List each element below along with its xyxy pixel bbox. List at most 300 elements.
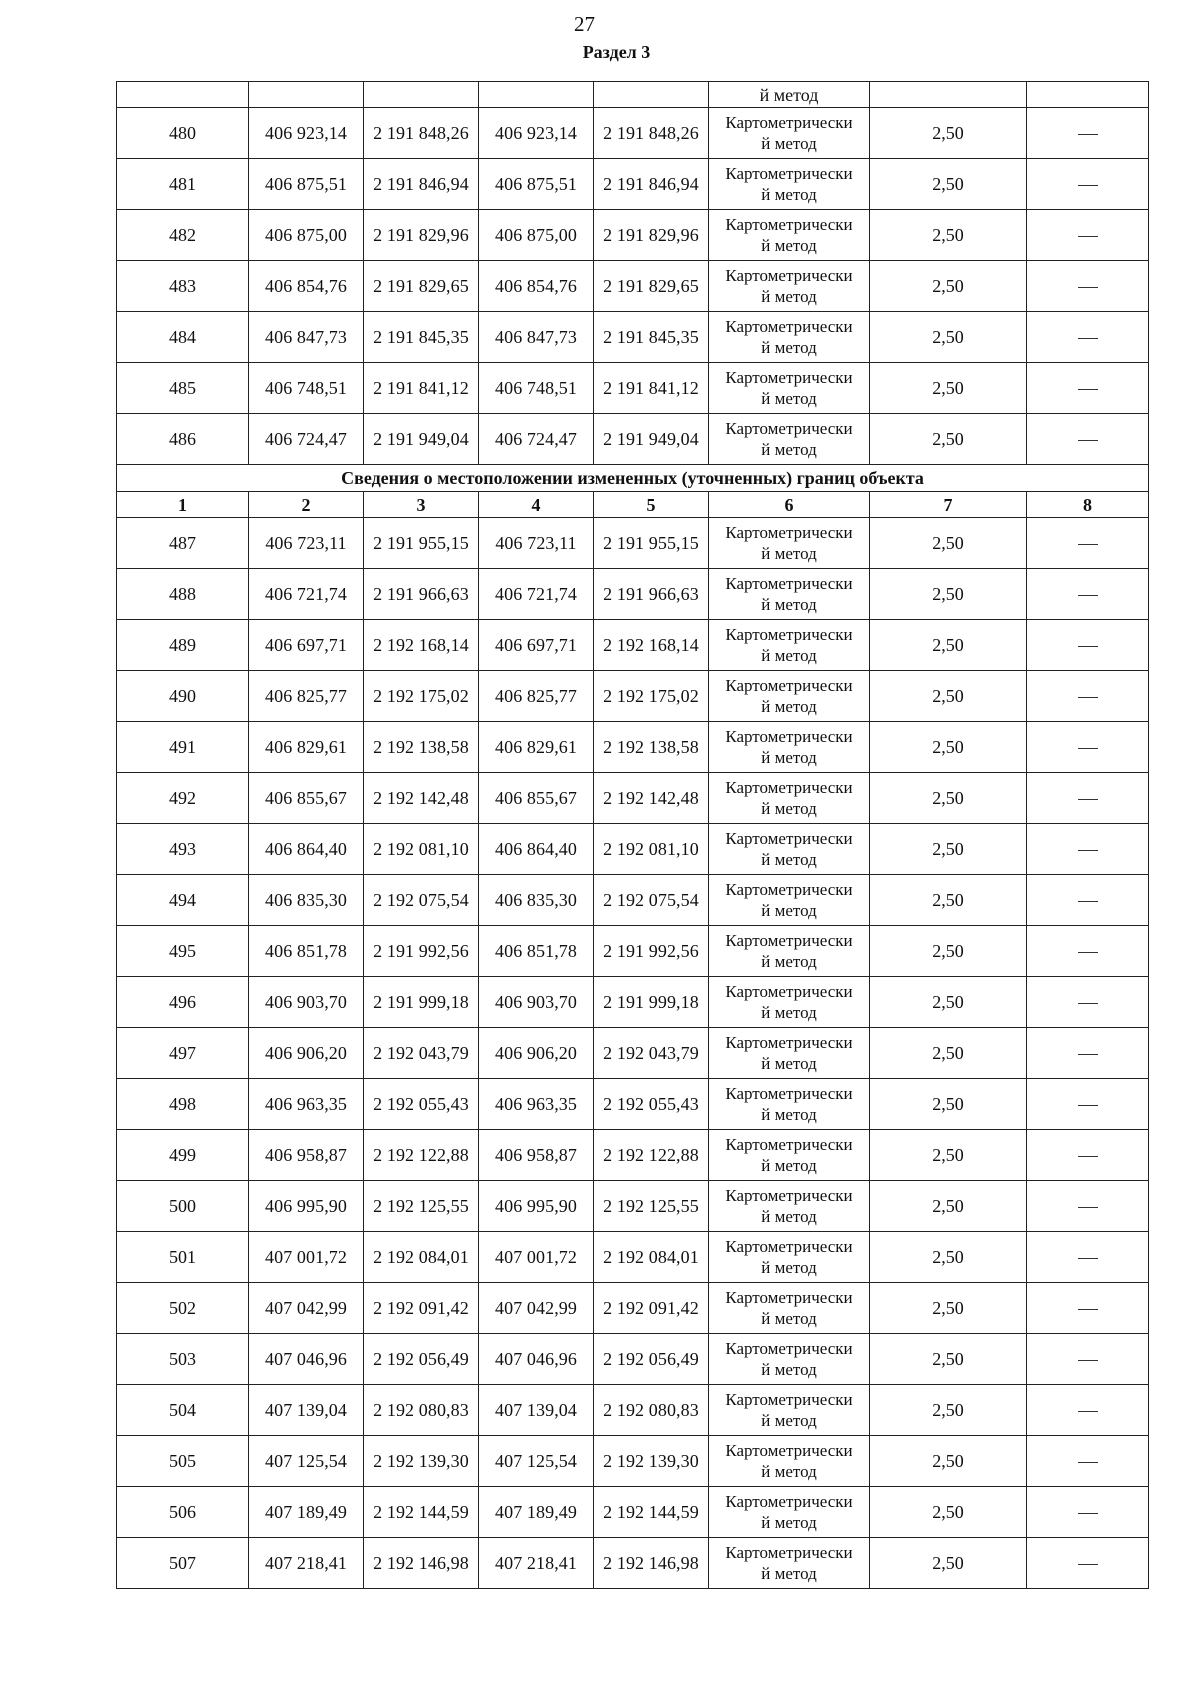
- table-row: [117, 1232, 1149, 1283]
- accuracy-cell: 2,50: [870, 159, 1027, 210]
- accuracy-cell: 2,50: [870, 210, 1027, 261]
- point-id-cell: 488: [117, 569, 249, 620]
- empty-value-cell: [1027, 1130, 1149, 1181]
- y-refined-cell: 2 192 144,59: [594, 1487, 709, 1538]
- accuracy-cell: 2,50: [870, 363, 1027, 414]
- point-id-cell: 497: [117, 1028, 249, 1079]
- y-existing-cell: 2 192 138,58: [364, 722, 479, 773]
- empty-value-cell: [1027, 108, 1149, 159]
- empty-value-cell: [1027, 1079, 1149, 1130]
- method-cell: [709, 261, 870, 312]
- method-cell: [709, 926, 870, 977]
- x-existing-cell: 407 218,41: [249, 1538, 364, 1589]
- y-existing-cell: 2 191 966,63: [364, 569, 479, 620]
- accuracy-cell: 2,50: [870, 1181, 1027, 1232]
- method-line-2: й метод: [761, 1003, 817, 1022]
- x-existing-cell: 406 748,51: [249, 363, 364, 414]
- method-cell: [709, 1028, 870, 1079]
- dash-mark: [1078, 1258, 1098, 1259]
- y-existing-cell: 2 191 841,12: [364, 363, 479, 414]
- y-refined-cell: 2 191 955,15: [594, 518, 709, 569]
- dash-mark: [1078, 1411, 1098, 1412]
- method-line-2: й метод: [761, 799, 817, 818]
- x-existing-cell: 407 189,49: [249, 1487, 364, 1538]
- y-refined-cell: 2 192 084,01: [594, 1232, 709, 1283]
- method-cell: [709, 1130, 870, 1181]
- column-number: 2: [249, 492, 364, 518]
- y-refined-cell: 2 191 966,63: [594, 569, 709, 620]
- x-existing-cell: 406 825,77: [249, 671, 364, 722]
- subsection-title: Сведения о местоположении измененных (уточненных) границ объекта: [117, 465, 1149, 492]
- y-existing-cell: 2 192 144,59: [364, 1487, 479, 1538]
- method-line-1: Картометрически: [725, 727, 853, 746]
- dash-mark: [1078, 1003, 1098, 1004]
- point-id-cell: 494: [117, 875, 249, 926]
- method-cell: [709, 1487, 870, 1538]
- accuracy-cell: 2,50: [870, 620, 1027, 671]
- y-existing-cell: 2 192 080,83: [364, 1385, 479, 1436]
- method-cell: [709, 210, 870, 261]
- method-cell: [709, 722, 870, 773]
- column-number: 5: [594, 492, 709, 518]
- x-refined-cell: 407 189,49: [479, 1487, 594, 1538]
- dash-mark: [1078, 646, 1098, 647]
- x-refined-cell: 406 855,67: [479, 773, 594, 824]
- accuracy-cell: 2,50: [870, 414, 1027, 465]
- y-existing-cell: 2 192 091,42: [364, 1283, 479, 1334]
- method-line-2: й метод: [761, 748, 817, 767]
- dash-mark: [1078, 236, 1098, 237]
- column-number: 6: [709, 492, 870, 518]
- point-id-cell: 498: [117, 1079, 249, 1130]
- accuracy-cell: 2,50: [870, 926, 1027, 977]
- method-line-2: й метод: [761, 1258, 817, 1277]
- accuracy-cell: 2,50: [870, 977, 1027, 1028]
- y-refined-cell: 2 191 949,04: [594, 414, 709, 465]
- point-id-cell: 499: [117, 1130, 249, 1181]
- method-line-1: Картометрически: [725, 1492, 853, 1511]
- method-line-2: й метод: [761, 440, 817, 459]
- empty-value-cell: [1027, 261, 1149, 312]
- x-refined-cell: 407 001,72: [479, 1232, 594, 1283]
- method-line-2: й метод: [761, 1360, 817, 1379]
- y-existing-cell: 2 191 829,96: [364, 210, 479, 261]
- method-line-1: Картометрически: [725, 523, 853, 542]
- method-line-1: Картометрически: [725, 1441, 853, 1460]
- method-line-2: й метод: [761, 697, 817, 716]
- y-refined-cell: 2 192 081,10: [594, 824, 709, 875]
- y-refined-cell: 2 192 175,02: [594, 671, 709, 722]
- y-refined-cell: 2 191 829,96: [594, 210, 709, 261]
- table-row: [117, 312, 1149, 363]
- point-id-cell: 492: [117, 773, 249, 824]
- point-id-cell: 482: [117, 210, 249, 261]
- y-existing-cell: 2 192 142,48: [364, 773, 479, 824]
- dash-mark: [1078, 850, 1098, 851]
- point-id-cell: 484: [117, 312, 249, 363]
- method-line-1: Картометрически: [725, 368, 853, 387]
- empty-value-cell: [1027, 414, 1149, 465]
- column-number-row: [117, 492, 1149, 518]
- subsection-header-row: [117, 465, 1149, 492]
- table-row: [117, 1334, 1149, 1385]
- x-refined-cell: 407 125,54: [479, 1436, 594, 1487]
- y-refined-cell: 2 192 142,48: [594, 773, 709, 824]
- empty-value-cell: [1027, 1283, 1149, 1334]
- dash-mark: [1078, 748, 1098, 749]
- x-refined-cell: 406 721,74: [479, 569, 594, 620]
- x-existing-cell: 406 864,40: [249, 824, 364, 875]
- table-row: [117, 414, 1149, 465]
- dash-mark: [1078, 1156, 1098, 1157]
- table-body-subsection: [117, 465, 1149, 518]
- x-existing-cell: 406 875,00: [249, 210, 364, 261]
- y-refined-cell: 2 192 055,43: [594, 1079, 709, 1130]
- x-existing-cell: 407 046,96: [249, 1334, 364, 1385]
- empty-value-cell: [1027, 1028, 1149, 1079]
- method-line-1: Картометрически: [725, 266, 853, 285]
- y-refined-cell: 2 191 848,26: [594, 108, 709, 159]
- accuracy-cell: 2,50: [870, 108, 1027, 159]
- point-id-cell: 489: [117, 620, 249, 671]
- method-cell: [709, 1385, 870, 1436]
- method-line-1: Картометрически: [725, 778, 853, 797]
- table-cell: [1027, 82, 1149, 108]
- dash-mark: [1078, 1564, 1098, 1565]
- method-cell: [709, 671, 870, 722]
- method-line-2: й метод: [761, 1462, 817, 1481]
- method-line-2: й метод: [761, 236, 817, 255]
- x-existing-cell: 406 923,14: [249, 108, 364, 159]
- method-line-1: Картометрически: [725, 1135, 853, 1154]
- y-existing-cell: 2 191 845,35: [364, 312, 479, 363]
- method-cell: [709, 1232, 870, 1283]
- x-existing-cell: 407 139,04: [249, 1385, 364, 1436]
- method-line-1: Картометрически: [725, 1543, 853, 1562]
- empty-value-cell: [1027, 569, 1149, 620]
- method-cell: [709, 1334, 870, 1385]
- x-refined-cell: 406 748,51: [479, 363, 594, 414]
- y-refined-cell: 2 192 139,30: [594, 1436, 709, 1487]
- y-refined-cell: 2 192 168,14: [594, 620, 709, 671]
- empty-value-cell: [1027, 312, 1149, 363]
- y-refined-cell: 2 191 999,18: [594, 977, 709, 1028]
- table-row: [117, 977, 1149, 1028]
- dash-mark: [1078, 1462, 1098, 1463]
- table-row: [117, 671, 1149, 722]
- point-id-cell: 487: [117, 518, 249, 569]
- method-line-1: Картометрически: [725, 574, 853, 593]
- accuracy-cell: 2,50: [870, 1283, 1027, 1334]
- x-refined-cell: 406 875,00: [479, 210, 594, 261]
- method-line-2: й метод: [761, 338, 817, 357]
- accuracy-cell: 2,50: [870, 569, 1027, 620]
- point-id-cell: 490: [117, 671, 249, 722]
- method-cell: [709, 977, 870, 1028]
- method-cell: [709, 773, 870, 824]
- table-row: [117, 363, 1149, 414]
- point-id-cell: 502: [117, 1283, 249, 1334]
- table-row: [117, 1487, 1149, 1538]
- table-row: [117, 518, 1149, 569]
- y-refined-cell: 2 191 845,35: [594, 312, 709, 363]
- method-line-1: Картометрически: [725, 317, 853, 336]
- dash-mark: [1078, 389, 1098, 390]
- x-existing-cell: 406 724,47: [249, 414, 364, 465]
- method-line-1: Картометрически: [725, 215, 853, 234]
- column-number: 7: [870, 492, 1027, 518]
- table-cell: [364, 82, 479, 108]
- x-existing-cell: 406 847,73: [249, 312, 364, 363]
- y-existing-cell: 2 192 139,30: [364, 1436, 479, 1487]
- table-row: [117, 1079, 1149, 1130]
- column-number: 8: [1027, 492, 1149, 518]
- x-refined-cell: 406 903,70: [479, 977, 594, 1028]
- accuracy-cell: 2,50: [870, 1487, 1027, 1538]
- x-refined-cell: 406 723,11: [479, 518, 594, 569]
- method-line-1: Картометрически: [725, 1237, 853, 1256]
- table-cell: [479, 82, 594, 108]
- dash-mark: [1078, 1309, 1098, 1310]
- method-line-1: Картометрически: [725, 419, 853, 438]
- dash-mark: [1078, 1207, 1098, 1208]
- column-number: 4: [479, 492, 594, 518]
- empty-value-cell: [1027, 620, 1149, 671]
- table-row: [117, 620, 1149, 671]
- method-cell: [709, 1538, 870, 1589]
- method-line-2: й метод: [761, 1105, 817, 1124]
- point-id-cell: 500: [117, 1181, 249, 1232]
- x-existing-cell: 406 963,35: [249, 1079, 364, 1130]
- accuracy-cell: 2,50: [870, 875, 1027, 926]
- method-cell: [709, 1181, 870, 1232]
- x-existing-cell: 406 995,90: [249, 1181, 364, 1232]
- empty-value-cell: [1027, 1538, 1149, 1589]
- dash-mark: [1078, 1360, 1098, 1361]
- x-refined-cell: 406 724,47: [479, 414, 594, 465]
- table-row: [117, 926, 1149, 977]
- x-existing-cell: 407 125,54: [249, 1436, 364, 1487]
- accuracy-cell: 2,50: [870, 261, 1027, 312]
- table-row: [117, 1181, 1149, 1232]
- section-heading: Раздел 3: [582, 42, 651, 62]
- x-existing-cell: 406 723,11: [249, 518, 364, 569]
- method-line-2: й метод: [761, 646, 817, 665]
- x-refined-cell: 406 923,14: [479, 108, 594, 159]
- x-refined-cell: 406 829,61: [479, 722, 594, 773]
- method-line-1: Картометрически: [725, 982, 853, 1001]
- y-existing-cell: 2 192 168,14: [364, 620, 479, 671]
- x-refined-cell: 406 963,35: [479, 1079, 594, 1130]
- dash-mark: [1078, 134, 1098, 135]
- method-line-1: Картометрически: [725, 931, 853, 950]
- accuracy-cell: 2,50: [870, 773, 1027, 824]
- dash-mark: [1078, 799, 1098, 800]
- y-refined-cell: 2 192 125,55: [594, 1181, 709, 1232]
- dash-mark: [1078, 287, 1098, 288]
- table-row: [117, 159, 1149, 210]
- table-row: [117, 569, 1149, 620]
- y-existing-cell: 2 192 055,43: [364, 1079, 479, 1130]
- point-id-cell: 503: [117, 1334, 249, 1385]
- method-line-2: й метод: [761, 901, 817, 920]
- empty-value-cell: [1027, 518, 1149, 569]
- method-cell: [709, 363, 870, 414]
- x-existing-cell: 406 697,71: [249, 620, 364, 671]
- y-existing-cell: 2 192 081,10: [364, 824, 479, 875]
- x-refined-cell: 407 139,04: [479, 1385, 594, 1436]
- point-id-cell: 491: [117, 722, 249, 773]
- x-existing-cell: 406 851,78: [249, 926, 364, 977]
- point-id-cell: 483: [117, 261, 249, 312]
- point-id-cell: 480: [117, 108, 249, 159]
- empty-value-cell: [1027, 671, 1149, 722]
- x-existing-cell: 407 042,99: [249, 1283, 364, 1334]
- x-existing-cell: 406 721,74: [249, 569, 364, 620]
- method-cell: [709, 108, 870, 159]
- method-cell: [709, 875, 870, 926]
- table-body-top: [117, 82, 1149, 465]
- coordinates-table: [116, 81, 1149, 1589]
- empty-value-cell: [1027, 210, 1149, 261]
- method-line-2: й метод: [761, 134, 817, 153]
- method-line-1: Картометрически: [725, 1339, 853, 1358]
- accuracy-cell: 2,50: [870, 1334, 1027, 1385]
- method-line-2: й метод: [761, 287, 817, 306]
- table-row: [117, 1028, 1149, 1079]
- point-id-cell: 496: [117, 977, 249, 1028]
- dash-mark: [1078, 440, 1098, 441]
- point-id-cell: 493: [117, 824, 249, 875]
- dash-mark: [1078, 1105, 1098, 1106]
- empty-value-cell: [1027, 1232, 1149, 1283]
- dash-mark: [1078, 901, 1098, 902]
- table-cell: [870, 82, 1027, 108]
- empty-value-cell: [1027, 1385, 1149, 1436]
- y-refined-cell: 2 192 146,98: [594, 1538, 709, 1589]
- accuracy-cell: 2,50: [870, 1130, 1027, 1181]
- y-existing-cell: 2 192 075,54: [364, 875, 479, 926]
- y-refined-cell: 2 192 138,58: [594, 722, 709, 773]
- method-cell: [709, 159, 870, 210]
- method-line-1: Картометрически: [725, 1186, 853, 1205]
- table-row: [117, 824, 1149, 875]
- method-cell: [709, 1079, 870, 1130]
- x-refined-cell: 406 847,73: [479, 312, 594, 363]
- method-cell: [709, 518, 870, 569]
- x-refined-cell: 406 875,51: [479, 159, 594, 210]
- method-line-2: й метод: [761, 544, 817, 563]
- continuation-row: [117, 82, 1149, 108]
- empty-value-cell: [1027, 1487, 1149, 1538]
- method-cell: [709, 414, 870, 465]
- table-row: [117, 1130, 1149, 1181]
- dash-mark: [1078, 544, 1098, 545]
- empty-value-cell: [1027, 1334, 1149, 1385]
- x-existing-cell: 406 903,70: [249, 977, 364, 1028]
- method-line-1: Картометрически: [725, 829, 853, 848]
- table-row: [117, 1538, 1149, 1589]
- x-existing-cell: 406 829,61: [249, 722, 364, 773]
- method-line-2: й метод: [761, 1054, 817, 1073]
- method-line-2: й метод: [761, 1156, 817, 1175]
- method-line-1: Картометрически: [725, 625, 853, 644]
- dash-mark: [1078, 1054, 1098, 1055]
- empty-value-cell: [1027, 773, 1149, 824]
- table-row: [117, 1385, 1149, 1436]
- table-cell: [249, 82, 364, 108]
- y-existing-cell: 2 191 955,15: [364, 518, 479, 569]
- x-refined-cell: 406 835,30: [479, 875, 594, 926]
- y-existing-cell: 2 191 999,18: [364, 977, 479, 1028]
- method-line-2: й метод: [761, 1411, 817, 1430]
- empty-value-cell: [1027, 722, 1149, 773]
- empty-value-cell: [1027, 875, 1149, 926]
- method-line-1: Картометрически: [725, 676, 853, 695]
- method-line-2: й метод: [761, 952, 817, 971]
- x-refined-cell: 406 851,78: [479, 926, 594, 977]
- x-refined-cell: 407 042,99: [479, 1283, 594, 1334]
- empty-value-cell: [1027, 159, 1149, 210]
- method-line-1: Картометрически: [725, 164, 853, 183]
- y-existing-cell: 2 192 056,49: [364, 1334, 479, 1385]
- table-row: [117, 108, 1149, 159]
- point-id-cell: 486: [117, 414, 249, 465]
- dash-mark: [1078, 595, 1098, 596]
- method-fragment: й метод: [709, 82, 870, 108]
- method-line-2: й метод: [761, 389, 817, 408]
- point-id-cell: 485: [117, 363, 249, 414]
- dash-mark: [1078, 338, 1098, 339]
- accuracy-cell: 2,50: [870, 1028, 1027, 1079]
- empty-value-cell: [1027, 977, 1149, 1028]
- table-cell: [117, 82, 249, 108]
- x-refined-cell: 407 046,96: [479, 1334, 594, 1385]
- method-line-2: й метод: [761, 595, 817, 614]
- method-line-1: Картометрически: [725, 1288, 853, 1307]
- y-refined-cell: 2 191 992,56: [594, 926, 709, 977]
- method-cell: [709, 824, 870, 875]
- x-existing-cell: 406 855,67: [249, 773, 364, 824]
- x-existing-cell: 406 958,87: [249, 1130, 364, 1181]
- table-row: [117, 261, 1149, 312]
- table-row: [117, 1436, 1149, 1487]
- table-cell: [594, 82, 709, 108]
- dash-mark: [1078, 952, 1098, 953]
- x-refined-cell: 406 697,71: [479, 620, 594, 671]
- dash-mark: [1078, 1513, 1098, 1514]
- column-number: 3: [364, 492, 479, 518]
- empty-value-cell: [1027, 363, 1149, 414]
- y-refined-cell: 2 191 841,12: [594, 363, 709, 414]
- dash-mark: [1078, 185, 1098, 186]
- y-existing-cell: 2 191 949,04: [364, 414, 479, 465]
- table-row: [117, 722, 1149, 773]
- dash-mark: [1078, 697, 1098, 698]
- x-refined-cell: 406 854,76: [479, 261, 594, 312]
- x-existing-cell: 406 906,20: [249, 1028, 364, 1079]
- x-refined-cell: 407 218,41: [479, 1538, 594, 1589]
- empty-value-cell: [1027, 824, 1149, 875]
- accuracy-cell: 2,50: [870, 1232, 1027, 1283]
- y-existing-cell: 2 192 084,01: [364, 1232, 479, 1283]
- y-existing-cell: 2 191 848,26: [364, 108, 479, 159]
- y-existing-cell: 2 192 125,55: [364, 1181, 479, 1232]
- point-id-cell: 506: [117, 1487, 249, 1538]
- x-refined-cell: 406 958,87: [479, 1130, 594, 1181]
- method-line-1: Картометрически: [725, 1084, 853, 1103]
- table-row: [117, 1283, 1149, 1334]
